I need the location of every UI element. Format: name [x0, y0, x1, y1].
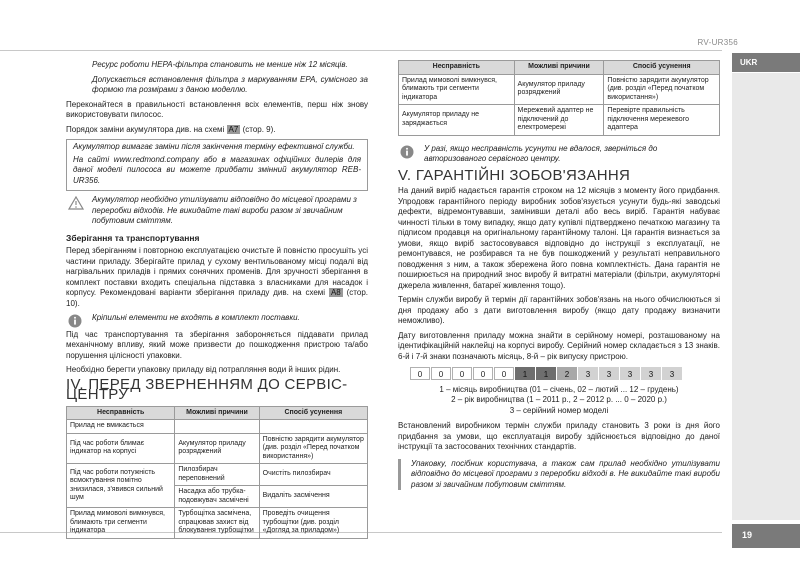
serial-digit: 0 — [473, 367, 493, 380]
table-row: Під час роботи блимає індикатор на корпусі Акумулятор приладу розряджений Повністю зарядити акумулятор (див. розділ «Перед початком використання») — [67, 433, 368, 464]
transport-text: Під час транспортування та зберігання забороняється піддавати прилад механічному впливу, який може призвести до пошкодження пристрою та/або порушення цілісності упаковки. — [66, 329, 368, 360]
info-icon — [400, 145, 414, 163]
section-iv-title: IV. ПЕРЕД ЗВЕРНЕННЯМ ДО СЕРВІС-ЦЕНТРУ — [66, 375, 348, 403]
col-fix: Спосіб усунення — [259, 406, 367, 420]
top-rule — [0, 50, 722, 51]
col-fix: Спосіб усунення — [604, 61, 720, 75]
info-icon — [68, 314, 82, 332]
service-center-note: У разі, якщо несправність усунути не вдалося, зверніться до авторизованого сервісного центру. — [398, 144, 720, 165]
troubleshooting-table — [66, 406, 368, 539]
recycling-note: Упаковку, посібник користувача, а також сам прилад необхідно утилізувати відповідно до місцевої програми з переробки відході в. Не викидайте такі вироби разом зі звичайним побутовим сміттям. — [398, 459, 720, 491]
serial-legend-year: 2 – рік виробництва (1 – 2011 р., 2 – 2012 р. ... 0 – 2020 р.) — [451, 395, 667, 404]
warranty-text: На даний виріб надається гарантія строком на 12 місяців з моменту його придбання. Упродовж гарантійного періоду виробник зобов'язується усунути будь-які заводські дефекти, відремонтувавши, замінивши деталі або весь виріб. Гарантія набуває чинності тільки в тому випадку, якщо дату купівлі підтверджено печаткою магазину та підписом продавця на оригінальному гарантійному талоні. Ця гарантія визнається за умови, якщо виріб застосовувався відповідно до інструкції з експлуатації, не ремонтувався, не розбирався та не був пошкоджений у результаті неправильного поводження з ним, а також збережена його повна комплектність. Дана гарантія не поширюється на природний знос виробу й витратні матеріали (фільтри, акумуляторні джерела живлення, батареї живлення тощо). — [398, 186, 720, 290]
table-row: Прилад не вмикається — [67, 420, 368, 434]
table-row: Насадка або трубка-подовжувач засмічені Видаліть засмічення — [67, 486, 368, 508]
table-row: Під час роботи потужність всмоктування помітно знизилася, з'явився сильний шум Пилозбирач переповнений Очистіть пилозбирач — [67, 464, 368, 486]
serial-digit-model: 3 — [599, 367, 619, 380]
serial-legend-model: 3 – серійний номер моделі — [509, 405, 609, 415]
serial-digit-model: 3 — [578, 367, 598, 380]
hepa-resource-text: Ресурс роботи HEPA-фільтра становить не менше ніж 12 місяців. — [92, 60, 348, 69]
serial-legend-month: 1 – місяць виробництва (01 – січень, 02 – лютий ... 12 – грудень) — [439, 384, 679, 394]
lifetime-text: Встановлений виробником термін служби приладу становить 3 роки із дня його придбання за умови, що експлуатація виробу здійснюється відповідно до даної інструкції та застосованих технічних стандартів. — [398, 421, 720, 451]
table-row: Прилад мимоволі вимкнувся, блимають три сегменти індикатора Турбощітка засмічена, спрацював захист від блокування турбощітки Проведіть очищення турбощітки (див. розділ «Догляд за приладом») — [67, 508, 368, 539]
check-elements-text: Переконайтеся в правильності встановлення всіх елементів, перш ніж знову використовувати пилосос. — [66, 99, 368, 119]
battery-replace-note: Акумулятор вимагає заміни після закінчення терміну ефективної служби. — [73, 142, 355, 151]
col-cause: Можливі причини — [514, 61, 604, 75]
serial-digit: 0 — [452, 367, 472, 380]
serial-digit-model: 3 — [662, 367, 682, 380]
serial-digit-model: 3 — [641, 367, 661, 380]
left-column — [66, 60, 368, 539]
storage-text: Перед зберіганням і повторною експлуатацією очистьте й повністю просушіть усі частини приладу. Зберігайте прилад у сухому вентильованому місці подалі від нагрівальних приладів і прямих сонячних променів. Для зручності зберігання в комплект поставки входить спеціальна підставка з власниками для насадок і корпусу. Рекомендовані варіанти зберігання приладу див. на схемі A8 (стор. 10). — [66, 246, 368, 308]
fastener-note: Кріпильні елементи не входять в комплект поставки. — [66, 313, 368, 324]
side-bar — [732, 73, 800, 520]
scheme-ref-a7: A7 — [228, 124, 239, 134]
recycle-bin-icon — [68, 196, 84, 214]
serial-digit-model: 3 — [620, 367, 640, 380]
col-fault: Несправність — [67, 406, 175, 420]
protect-package-text: Необхідно берегти упаковку приладу від потрапляння води й інших рідин. — [66, 365, 341, 374]
serial-digit: 0 — [431, 367, 451, 380]
model-number: RV-UR356 — [697, 38, 738, 47]
serial-number-text: Дату виготовлення приладу можна знайти в серійному номері, розташованому на ідентифікаційній наклейці на корпусі виробу. Серійний номер складається з 13 знаків. 6-й і 7-й знаки позначають місяць, 8-й – рік випуску пристрою. — [398, 330, 720, 361]
battery-info-box — [66, 139, 368, 191]
col-fault: Несправність — [399, 61, 515, 75]
table-row: Прилад мимоволі вимкнувся, блимають три сегменти індикатора Акумулятор приладу розряджений Повністю зарядити акумулятор (див. розділ «Перед початком використання») — [399, 74, 720, 105]
battery-order-text: Порядок заміни акумулятора див. на схемі A7 (стор. 9). — [66, 124, 276, 134]
serial-digit-month: 1 — [515, 367, 535, 380]
col-cause: Можливі причини — [175, 406, 259, 420]
serial-number-diagram — [410, 367, 720, 381]
storage-heading: Зберігання та транспортування — [66, 232, 200, 243]
section-v-title: V. ГАРАНТІЙНІ ЗОБОВ'ЯЗАННЯ — [398, 166, 631, 184]
serial-digit: 0 — [494, 367, 514, 380]
serial-digit-month: 1 — [536, 367, 556, 380]
battery-recycle-warning: Акумулятор необхідно утилізувати відповідно до місцевої програми з переробки відходів. Не викидайте такі вироби разом зі звичайним побутовим сміттям. — [66, 195, 368, 227]
serial-digit: 0 — [410, 367, 430, 380]
scheme-ref-a8: A8 — [330, 288, 341, 297]
serial-digit-year: 2 — [557, 367, 577, 380]
battery-purchase-note: На сайті www.redmond.company або в магазинах офіційних дилерів для даної моделі пилососа ви можете придбати змінний акумулятор REB-UR356. — [73, 154, 361, 185]
page-number: 19 — [732, 524, 800, 548]
right-column — [398, 60, 720, 490]
epa-filter-text: Допускається встановлення фільтра з маркуванням EPA, сумісного за формою та розмірами з даною моделлю. — [92, 74, 368, 94]
language-tab: UKR — [732, 53, 800, 72]
service-life-text: Термін служби виробу й термін дії гарантійних зобов'язань на нього обчислюються зі дня продажу або з дати виготовлення виробу (якщо дату продажу визначити неможливо). — [398, 295, 720, 325]
troubleshooting-table-continued — [398, 60, 720, 136]
table-row: Акумулятор приладу не заряджається Мережевий адаптер не підключений до електромережі Перевірте правильність підключення мережевого адаптера — [399, 105, 720, 136]
